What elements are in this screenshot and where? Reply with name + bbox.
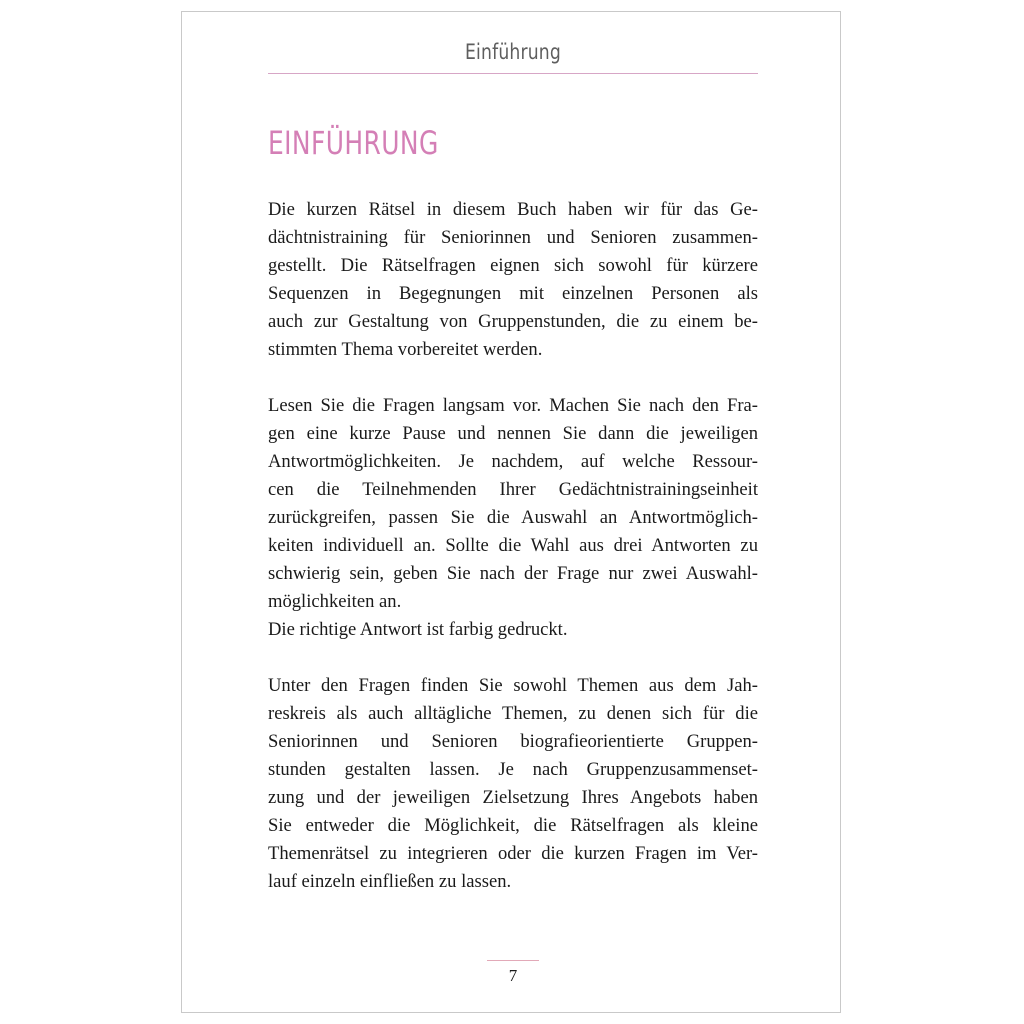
text-line: zung und der jeweiligen Zielsetzung Ihres Angebots haben <box>268 787 758 808</box>
text-line: Die richtige Antwort ist farbig gedruckt. <box>268 619 568 640</box>
paragraph-2 <box>268 392 758 644</box>
text-line: Seniorinnen und Senioren biografieorientierte Gruppen- <box>268 731 758 752</box>
text-line: auch zur Gestaltung von Gruppenstunden, die zu einem be- <box>268 311 758 332</box>
text-line: stunden gestalten lassen. Je nach Gruppenzusammenset- <box>268 759 758 780</box>
text-line: gen eine kurze Pause und nennen Sie dann die jeweiligen <box>268 423 758 444</box>
text-line: stimmten Thema vorbereitet werden. <box>268 339 543 360</box>
running-header: Einführung <box>465 40 561 64</box>
text-line: dächtnistraining für Seniorinnen und Senioren zusammen- <box>268 227 758 248</box>
text-line: reskreis als auch alltägliche Themen, zu denen sich für die <box>268 703 758 724</box>
paragraph-1 <box>268 196 758 364</box>
text-line: lauf einzeln einfließen zu lassen. <box>268 871 512 892</box>
text-line: schwierig sein, geben Sie nach der Frage nur zwei Auswahl- <box>268 563 758 584</box>
text-line: Die kurzen Rätsel in diesem Buch haben wir für das Ge- <box>268 199 758 220</box>
text-line: keiten individuell an. Sollte die Wahl aus drei Antworten zu <box>268 535 758 556</box>
text-line: Lesen Sie die Fragen langsam vor. Machen Sie nach den Fra- <box>268 395 758 416</box>
footer-divider <box>487 960 539 961</box>
book-page <box>181 11 841 1013</box>
text-line: Sie entweder die Möglichkeit, die Rätselfragen als kleine <box>268 815 758 836</box>
chapter-title: EINFÜHRUNG <box>268 124 439 162</box>
paragraph-3 <box>268 672 758 896</box>
text-line: Antwortmöglichkeiten. Je nachdem, auf welche Ressour- <box>268 451 758 472</box>
header-divider <box>268 73 758 74</box>
text-line: möglichkeiten an. <box>268 591 402 612</box>
body-text <box>268 196 758 924</box>
page-number: 7 <box>508 966 518 985</box>
text-line: Themenrätsel zu integrieren oder die kurzen Fragen im Ver- <box>268 843 758 864</box>
text-line: gestellt. Die Rätselfragen eignen sich sowohl für kürzere <box>268 255 758 276</box>
text-line: Unter den Fragen finden Sie sowohl Themen aus dem Jah- <box>268 675 758 696</box>
text-line: cen die Teilnehmenden Ihrer Gedächtnistrainingseinheit <box>268 479 758 500</box>
text-line: zurückgreifen, passen Sie die Auswahl an Antwortmöglich- <box>268 507 758 528</box>
text-line: Sequenzen in Begegnungen mit einzelnen Personen als <box>268 283 758 304</box>
